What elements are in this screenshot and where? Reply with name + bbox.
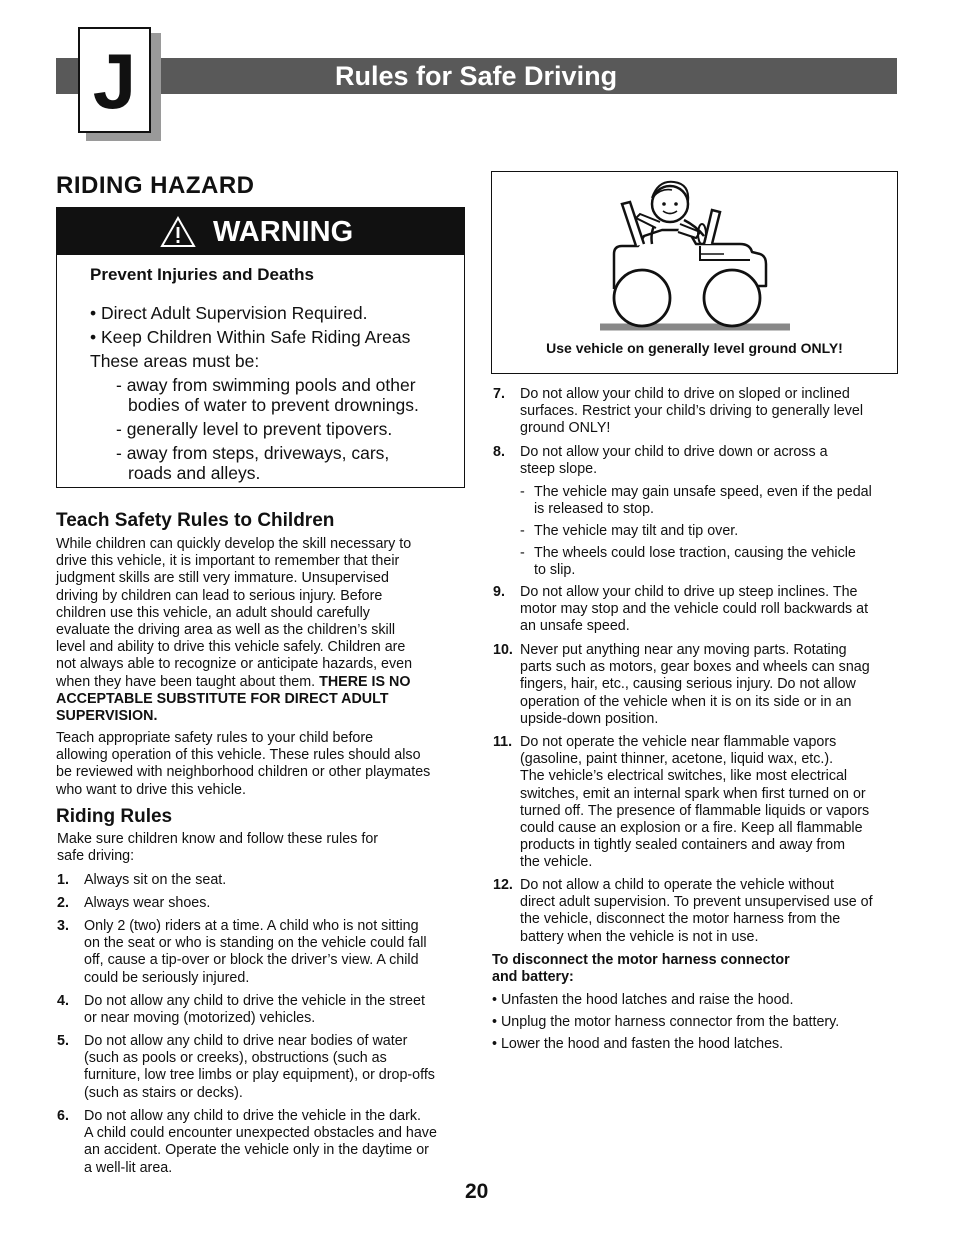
text-line: could be seriously injured. — [84, 969, 250, 986]
rule-text — [84, 993, 425, 1027]
text-line: Only 2 (two) riders at a time. A child who is not sitting — [84, 918, 419, 934]
teach-paragraph-2 — [56, 730, 430, 799]
rule-number: 5. — [57, 1033, 69, 1049]
illustration-caption: Use vehicle on generally level ground ONLY! — [546, 340, 843, 356]
text-line: (such as pools or creeks), obstructions (such as — [84, 1050, 387, 1067]
text-line: a well-lit area. — [84, 1159, 173, 1176]
rule-text — [84, 1033, 435, 1102]
text-line: on the seat or who is standing on the vehicle could fall — [84, 935, 427, 952]
rule-number: 3. — [57, 918, 69, 934]
bold-text: ACCEPTABLE SUBSTITUTE FOR DIRECT ADULT — [56, 690, 389, 707]
rule-number: 6. — [57, 1108, 69, 1124]
warning-line: • Direct Adult Supervision Required. — [90, 303, 368, 323]
text-line: Do not allow any child to drive the vehicle in the street — [84, 993, 425, 1009]
text-line: motor may stop and the vehicle could roll backwards at — [520, 601, 869, 618]
text-line: (gasoline, paint thinner, acetone, liquid wax, etc.). — [520, 751, 834, 768]
text-line: the vehicle. — [520, 854, 593, 871]
page-title: Rules for Safe Driving — [335, 61, 618, 91]
rule-text — [520, 734, 869, 872]
text-span: when they have been taught about them. — [56, 673, 320, 690]
text-line: The vehicle’s electrical switches, like most electrical — [520, 768, 848, 785]
text-line: switches, emit an internal spark when first turned on or — [520, 785, 866, 802]
text-line: and battery: — [492, 969, 574, 986]
rule-text — [520, 642, 870, 728]
rule-number: 2. — [57, 895, 69, 911]
warning-label: WARNING — [213, 216, 354, 248]
text-line: evaluate the driving area as well as the children’s skill — [56, 622, 396, 639]
rule-text — [520, 877, 873, 946]
teach-paragraph-1 — [56, 536, 412, 725]
text-line: ground ONLY! — [520, 420, 611, 437]
illustration-box — [491, 171, 898, 374]
rule-text — [84, 1108, 437, 1177]
page-number: 20 — [465, 1180, 489, 1203]
text-line: fingers, hair, etc., causing serious injury. Do not allow — [520, 676, 856, 693]
rule-text — [84, 895, 210, 912]
child-driving-vehicle-illustration — [600, 174, 790, 334]
text-line — [56, 674, 412, 691]
text-line: Always sit on the seat. — [84, 872, 227, 888]
warning-line: roads and alleys. — [128, 463, 261, 483]
warning-header — [57, 208, 464, 255]
sub-item-dash: - — [520, 484, 525, 500]
riding-rules-intro — [57, 831, 378, 865]
text-line: Do not allow a child to operate the vehicle without — [520, 877, 834, 893]
rule-number: 4. — [57, 993, 69, 1009]
warning-box — [56, 207, 465, 488]
text-line: drive this vehicle, it is important to remember that their — [56, 553, 400, 570]
teach-safety-heading: Teach Safety Rules to Children — [56, 510, 335, 531]
text-line: be reviewed with neighborhood children or other playmates — [56, 764, 431, 781]
rule-text — [520, 444, 828, 478]
text-line: furniture, low tree limbs or play equipment), or drop-offs — [84, 1067, 435, 1084]
text-line: allowing operation of this vehicle. These rules should also — [56, 747, 421, 764]
rule-number: 8. — [493, 444, 505, 460]
rule-number: 1. — [57, 872, 69, 888]
text-line: upside-down position. — [520, 710, 659, 727]
rule-number: 11. — [493, 734, 513, 750]
bold-text: SUPERVISION. — [56, 708, 158, 725]
text-line: an unsafe speed. — [520, 618, 630, 635]
text-line: battery when the vehicle is not in use. — [520, 928, 759, 945]
text-line: is released to stop. — [534, 501, 655, 518]
text-line: judgment skills are still very immature. Unsupervised — [56, 570, 389, 587]
text-line: Do not allow any child to drive the vehicle in the dark. — [84, 1108, 421, 1124]
text-line: (such as stairs or decks). — [84, 1084, 243, 1101]
text-line — [56, 691, 412, 708]
section-tab — [78, 27, 151, 133]
text-line: Do not allow your child to drive on sloped or inclined — [520, 386, 850, 402]
text-line: A child could encounter unexpected obstacles and have — [84, 1125, 437, 1142]
rule-text — [520, 386, 863, 438]
rule-number: 12. — [493, 877, 513, 893]
sub-item-text — [534, 545, 856, 579]
rule-number: 10. — [493, 642, 513, 658]
text-line: The wheels could lose traction, causing the vehicle — [534, 545, 856, 561]
warning-line: - away from swimming pools and other — [116, 375, 416, 395]
text-line: an accident. Operate the vehicle only in the daytime or — [84, 1142, 429, 1159]
rule-number: 9. — [493, 584, 505, 600]
text-line: safe driving: — [57, 848, 135, 865]
riding-rules-heading: Riding Rules — [56, 806, 173, 827]
text-line: surfaces. Restrict your child’s driving to generally level — [520, 403, 864, 420]
text-line: off, cause a tip-over or block the driver’s view. A child — [84, 952, 419, 969]
text-line: Do not allow any child to drive near bodies of water — [84, 1033, 408, 1049]
text-line: products in tightly sealed containers and away from — [520, 837, 846, 854]
warning-line: - generally level to prevent tipovers. — [116, 419, 393, 439]
text-line: To disconnect the motor harness connector — [492, 952, 790, 968]
text-line: driving by children can lead to serious injury. Before — [56, 587, 383, 604]
text-line: direct adult supervision. To prevent unsupervised use of — [520, 894, 873, 911]
text-line: level and ability to drive this vehicle safely. Children are — [56, 639, 406, 656]
warning-subtitle: Prevent Injuries and Deaths — [90, 265, 314, 284]
text-line: steep slope. — [520, 461, 598, 478]
text-line: turned off. The presence of flammable liquids or vapors — [520, 802, 870, 819]
bold-text: THERE IS NO — [319, 673, 411, 690]
sub-item-text — [534, 484, 872, 518]
text-line — [56, 708, 412, 725]
text-line: The vehicle may gain unsafe speed, even if the pedal — [534, 484, 872, 500]
text-line: or near moving (motorized) vehicles. — [84, 1010, 316, 1027]
warning-line: • Keep Children Within Safe Riding Areas — [90, 327, 411, 347]
text-line: not always able to recognize or anticipate hazards, even — [56, 656, 413, 673]
text-line: Make sure children know and follow these rules for — [57, 831, 379, 847]
rule-text — [84, 872, 226, 889]
text-line: Always wear shoes. — [84, 895, 211, 911]
text-line: Do not allow your child to drive up steep inclines. The — [520, 584, 858, 600]
text-line: operation of the vehicle when it is on its side or in an — [520, 693, 852, 710]
sub-item-text — [534, 523, 738, 540]
text-line: Do not operate the vehicle near flammable vapors — [520, 734, 837, 750]
sub-item-dash: - — [520, 523, 525, 539]
text-line: Teach appropriate safety rules to your child before — [56, 730, 374, 746]
text-line: parts such as motors, gear boxes and wheels can snag — [520, 659, 870, 676]
text-line: The vehicle may tilt and tip over. — [534, 523, 739, 539]
disconnect-heading — [492, 952, 790, 986]
rule-text — [520, 584, 868, 636]
text-line: Do not allow your child to drive down or across a — [520, 444, 828, 460]
rule-text — [84, 918, 427, 987]
text-line: While children can quickly develop the skill necessary to — [56, 536, 412, 552]
warning-triangle-icon — [160, 216, 196, 248]
text-line: children use this vehicle, an adult should carefully — [56, 604, 370, 621]
text-line: could cause an explosion or a fire. Keep all flammable — [520, 820, 863, 837]
text-line: who want to drive this vehicle. — [56, 781, 246, 798]
disconnect-step: • Lower the hood and fasten the hood latches. — [492, 1036, 784, 1052]
text-line: the vehicle, disconnect the motor harness from the — [520, 911, 841, 928]
warning-line: These areas must be: — [90, 351, 260, 371]
riding-hazard-title: RIDING HAZARD — [56, 172, 255, 199]
disconnect-step: • Unfasten the hood latches and raise the hood. — [492, 992, 794, 1008]
disconnect-step: • Unplug the motor harness connector from the battery. — [492, 1014, 840, 1030]
text-line: Never put anything near any moving parts. Rotating — [520, 642, 847, 658]
warning-line: - away from steps, driveways, cars, — [116, 443, 390, 463]
warning-line: bodies of water to prevent drownings. — [128, 395, 419, 415]
section-tab-letter: J — [92, 37, 137, 125]
text-line: to slip. — [534, 562, 576, 579]
sub-item-dash: - — [520, 545, 525, 561]
rule-number: 7. — [493, 386, 505, 402]
